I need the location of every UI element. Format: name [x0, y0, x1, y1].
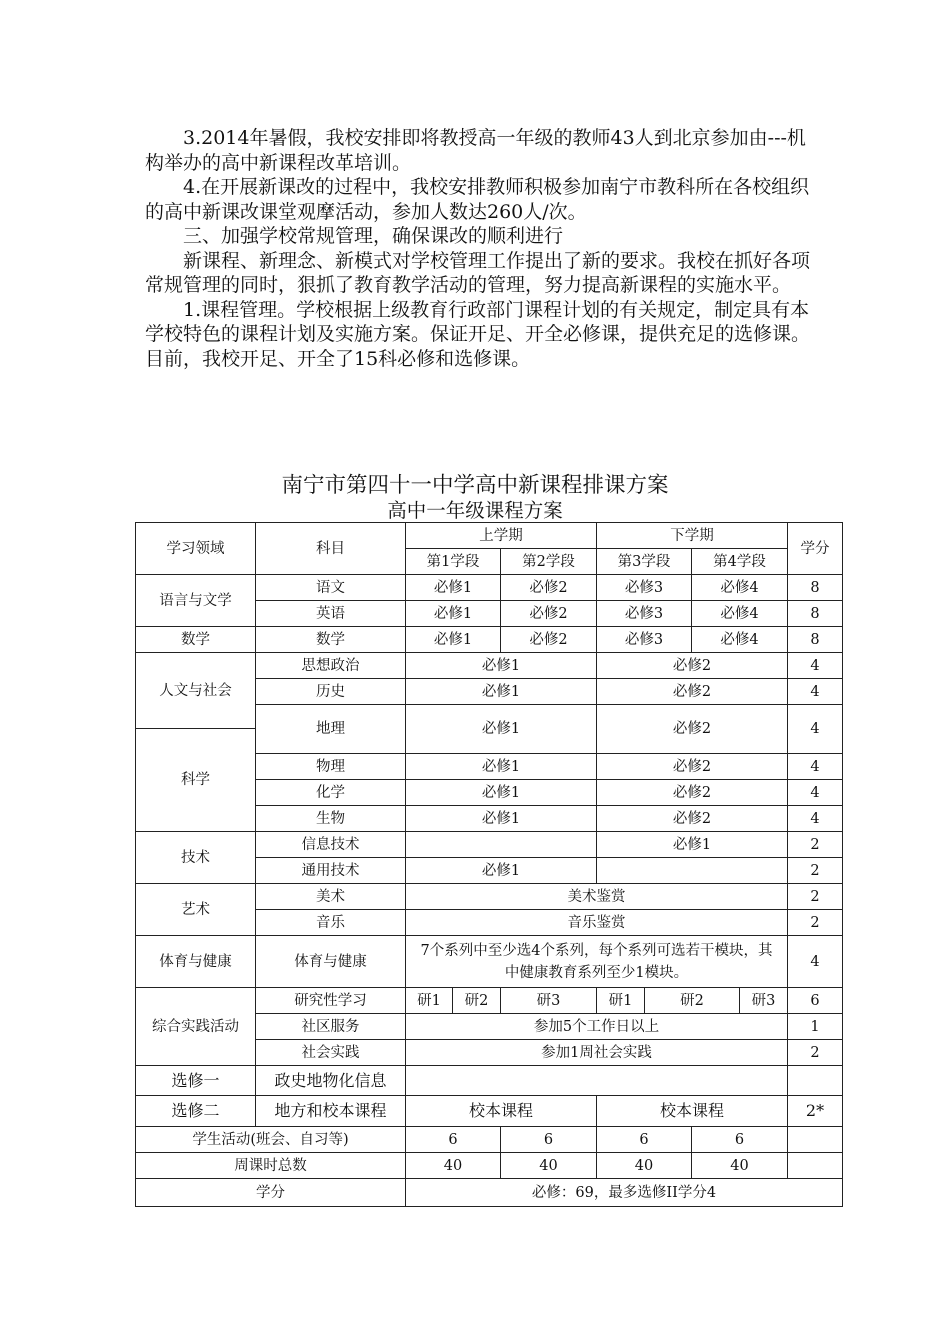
subject-cell: 社区服务 [256, 1014, 406, 1040]
table-cell: 参加1周社会实践 [406, 1040, 788, 1066]
table-cell: 必修2 [501, 627, 597, 653]
header-subject: 科目 [256, 523, 406, 575]
row-label: 周课时总数 [136, 1153, 406, 1179]
table-cell: 必修2 [597, 806, 788, 832]
table-row [136, 936, 843, 988]
table-cell [406, 832, 597, 858]
credit-cell: 4 [788, 679, 843, 705]
table-cell: 研1 [597, 988, 645, 1014]
header-seg4: 第4学段 [692, 549, 788, 575]
table-cell: 美术鉴赏 [406, 884, 788, 910]
table-cell: 40 [597, 1153, 692, 1179]
table-cell: 必修1 [406, 627, 501, 653]
credit-cell: 4 [788, 754, 843, 780]
header-term1: 上学期 [406, 523, 597, 549]
table-header-row [136, 523, 843, 549]
subject-cell: 化学 [256, 780, 406, 806]
credit-cell: 4 [788, 780, 843, 806]
table-row [136, 832, 843, 858]
table-cell: 6 [501, 1127, 597, 1153]
document-title: 南宁市第四十一中学高中新课程排课方案 [281, 473, 669, 498]
table-cell: 必修1 [406, 806, 597, 832]
table-cell: 必修1 [406, 653, 597, 679]
table-cell: 必修2 [501, 575, 597, 601]
domain-cell: 选修二 [136, 1096, 256, 1127]
subject-cell: 政史地物化信息 [256, 1066, 406, 1096]
subject-cell: 音乐 [256, 910, 406, 936]
paragraph-3: 三、加强学校常规管理，确保课改的顺利进行 [183, 225, 564, 247]
credit-cell: 4 [788, 705, 843, 754]
domain-cell: 选修一 [136, 1066, 256, 1096]
table-cell: 研2 [645, 988, 740, 1014]
header-credit: 学分 [788, 523, 843, 575]
table-cell: 必修2 [597, 705, 788, 754]
subject-cell: 研究性学习 [256, 988, 406, 1014]
credit-cell: 2 [788, 1040, 843, 1066]
credit-cell: 2 [788, 884, 843, 910]
table-cell: 必修1 [406, 858, 597, 884]
row-label: 学分 [136, 1179, 406, 1207]
table-cell: 研1 [406, 988, 453, 1014]
table-row [136, 653, 843, 679]
table-cell: 必修3 [597, 627, 692, 653]
table-row [136, 988, 843, 1014]
credit-cell: 4 [788, 806, 843, 832]
table-row [136, 575, 843, 601]
table-cell: 校本课程 [406, 1096, 597, 1127]
header-seg2: 第2学段 [501, 549, 597, 575]
table-cell: 必修2 [597, 754, 788, 780]
domain-cell: 科学 [136, 729, 256, 832]
paragraph-1: 3.2014年暑假，我校安排即将教授高一年级的教师43人到北京参加由---机构举办的高中新课程改革培训。 [145, 127, 806, 174]
subject-cell: 英语 [256, 601, 406, 627]
subject-cell: 思想政治 [256, 653, 406, 679]
table-cell: 研2 [453, 988, 501, 1014]
domain-cell: 语言与文学 [136, 575, 256, 627]
subject-cell: 通用技术 [256, 858, 406, 884]
paragraph-5: 1.课程管理。学校根据上级教育行政部门课程计划的有关规定，制定具有本学校特色的课程计划及实施方案。保证开足、开全必修课，提供充足的选修课。目前，我校开足、开全了15科必修和选修课。 [145, 298, 811, 370]
table-cell: 必修1 [406, 780, 597, 806]
subject-cell: 历史 [256, 679, 406, 705]
subject-cell: 体育与健康 [256, 936, 406, 988]
subject-cell: 地方和校本课程 [256, 1096, 406, 1127]
table-cell: 必修2 [597, 780, 788, 806]
table-cell [597, 858, 788, 884]
domain-cell: 艺术 [136, 884, 256, 936]
table-cell: 校本课程 [597, 1096, 788, 1127]
table-cell: 必修1 [406, 705, 597, 754]
header-seg3: 第3学段 [597, 549, 692, 575]
table-cell: 必修1 [597, 832, 788, 858]
credit-cell: 8 [788, 575, 843, 601]
credit-cell: 6 [788, 988, 843, 1014]
curriculum-table [135, 522, 843, 1207]
subject-cell: 生物 [256, 806, 406, 832]
credit-cell: 4 [788, 936, 843, 988]
body-text [145, 126, 815, 371]
table-cell: 必修2 [501, 601, 597, 627]
table-cell: 6 [692, 1127, 788, 1153]
credit-cell [788, 1066, 843, 1096]
table-cell: 40 [692, 1153, 788, 1179]
subject-cell: 语文 [256, 575, 406, 601]
table-cell: 研3 [740, 988, 788, 1014]
table-cell: 必修3 [597, 601, 692, 627]
subject-cell: 数学 [256, 627, 406, 653]
table-row [136, 1096, 843, 1127]
subject-cell: 社会实践 [256, 1040, 406, 1066]
domain-cell: 人文与社会 [136, 653, 256, 729]
table-cell: 6 [406, 1127, 501, 1153]
credit-cell [788, 1127, 843, 1153]
table-cell: 音乐鉴赏 [406, 910, 788, 936]
table-row [136, 1179, 843, 1207]
table-cell: 6 [597, 1127, 692, 1153]
table-cell: 必修2 [597, 679, 788, 705]
subject-cell: 物理 [256, 754, 406, 780]
subject-cell: 美术 [256, 884, 406, 910]
credit-cell: 8 [788, 627, 843, 653]
paragraph-2: 4.在开展新课改的过程中，我校安排教师积极参加南宁市教科所在各校组织的高中新课改课堂观摩活动，参加人数达260人/次。 [145, 176, 810, 223]
domain-cell: 体育与健康 [136, 936, 256, 988]
table-cell: 40 [501, 1153, 597, 1179]
header-domain: 学习领域 [136, 523, 256, 575]
header-term2: 下学期 [597, 523, 788, 549]
credit-cell: 1 [788, 1014, 843, 1040]
credit-cell: 2 [788, 858, 843, 884]
subject-cell: 地理 [256, 705, 406, 754]
table-cell: 必修4 [692, 575, 788, 601]
credit-cell: 8 [788, 601, 843, 627]
table-cell: 必修：69，最多选修II学分4 [406, 1179, 843, 1207]
header-seg1: 第1学段 [406, 549, 501, 575]
table-cell: 参加5个工作日以上 [406, 1014, 788, 1040]
paragraph-4: 新课程、新理念、新模式对学校管理工作提出了新的要求。我校在抓好各项常规管理的同时，狠抓了教育教学活动的管理，努力提高新课程的实施水平。 [145, 249, 811, 296]
table-row [136, 1066, 843, 1096]
credit-cell: 2 [788, 832, 843, 858]
table-cell: 7个系列中至少选4个系列，每个系列可选若干模块，其中健康教育系列至少1模块。 [406, 936, 788, 988]
table-cell: 40 [406, 1153, 501, 1179]
table-row [136, 884, 843, 910]
row-label: 学生活动(班会、自习等) [136, 1127, 406, 1153]
table-cell: 必修4 [692, 601, 788, 627]
table-cell: 必修2 [597, 653, 788, 679]
table-cell: 必修1 [406, 601, 501, 627]
domain-cell: 数学 [136, 627, 256, 653]
subject-cell: 信息技术 [256, 832, 406, 858]
credit-cell [788, 1153, 843, 1179]
credit-cell: 2 [788, 910, 843, 936]
table-row [136, 627, 843, 653]
table-cell: 必修4 [692, 627, 788, 653]
domain-cell: 技术 [136, 832, 256, 884]
table-row [136, 1127, 843, 1153]
table-row [136, 1153, 843, 1179]
credit-cell: 2* [788, 1096, 843, 1127]
domain-cell: 综合实践活动 [136, 988, 256, 1066]
credit-cell: 4 [788, 653, 843, 679]
table-cell: 研3 [501, 988, 597, 1014]
table-cell: 必修1 [406, 575, 501, 601]
table-cell: 必修1 [406, 754, 597, 780]
table-cell: 必修1 [406, 679, 597, 705]
document-subtitle: 高中一年级课程方案 [387, 499, 563, 522]
table-cell [406, 1066, 788, 1096]
table-cell: 必修3 [597, 575, 692, 601]
